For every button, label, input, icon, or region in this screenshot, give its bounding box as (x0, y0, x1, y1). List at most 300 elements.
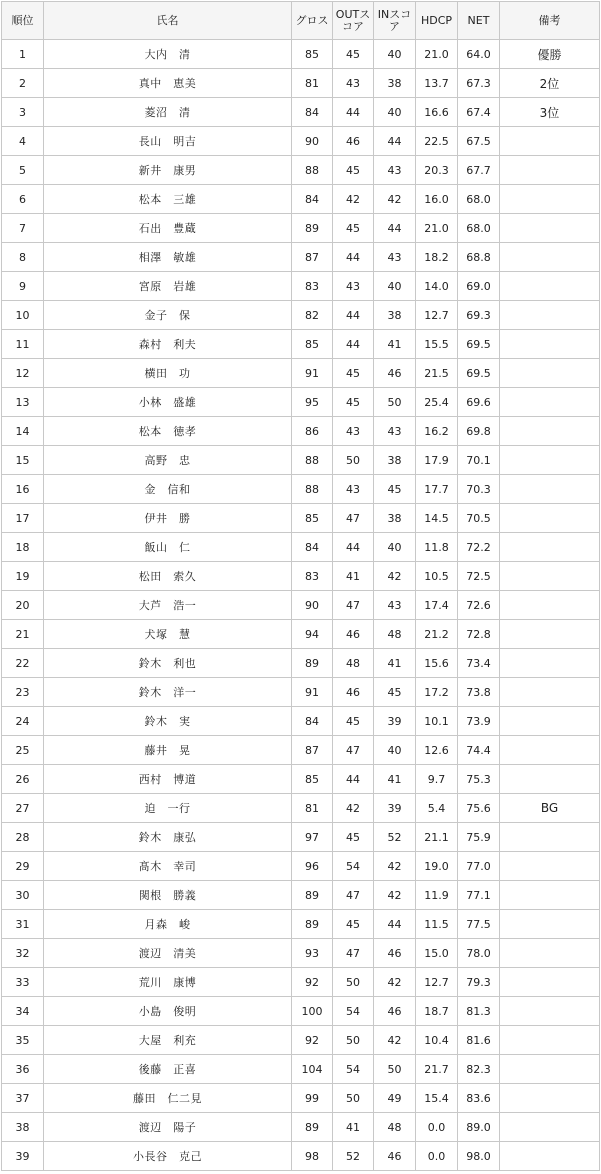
note-cell (500, 1084, 600, 1113)
name-cell: 鈴木 利也 (44, 649, 292, 678)
table-row (2, 533, 600, 562)
rank-cell: 38 (2, 1113, 44, 1142)
out-score-cell: 45 (333, 910, 374, 939)
rank-cell: 37 (2, 1084, 44, 1113)
net-cell: 64.0 (458, 40, 500, 69)
net-cell: 75.9 (458, 823, 500, 852)
net-cell: 72.2 (458, 533, 500, 562)
net-cell: 68.8 (458, 243, 500, 272)
gross-cell: 88 (292, 446, 333, 475)
name-cell: 真中 恵美 (44, 69, 292, 98)
name-cell: 小林 盛雄 (44, 388, 292, 417)
hdcp-cell: 15.0 (416, 939, 458, 968)
out-score-cell: 47 (333, 881, 374, 910)
table-row (2, 649, 600, 678)
hdcp-cell: 20.3 (416, 156, 458, 185)
table-row (2, 359, 600, 388)
rank-cell: 4 (2, 127, 44, 156)
net-cell: 69.6 (458, 388, 500, 417)
net-cell: 75.3 (458, 765, 500, 794)
net-cell: 79.3 (458, 968, 500, 997)
gross-cell: 99 (292, 1084, 333, 1113)
hdcp-cell: 16.0 (416, 185, 458, 214)
name-cell: 髙木 幸司 (44, 852, 292, 881)
out-score-cell: 42 (333, 794, 374, 823)
hdcp-cell: 10.5 (416, 562, 458, 591)
table-row (2, 417, 600, 446)
net-cell: 81.6 (458, 1026, 500, 1055)
net-cell: 73.4 (458, 649, 500, 678)
table-row (2, 852, 600, 881)
note-cell (500, 620, 600, 649)
name-cell: 高野 忠 (44, 446, 292, 475)
note-cell (500, 243, 600, 272)
hdcp-cell: 16.2 (416, 417, 458, 446)
rank-cell: 23 (2, 678, 44, 707)
note-cell (500, 272, 600, 301)
rank-cell: 35 (2, 1026, 44, 1055)
gross-cell: 87 (292, 736, 333, 765)
name-cell: 鈴木 洋一 (44, 678, 292, 707)
gross-cell: 84 (292, 98, 333, 127)
name-cell: 長山 明吉 (44, 127, 292, 156)
note-cell (500, 417, 600, 446)
hdcp-cell: 14.5 (416, 504, 458, 533)
net-cell: 70.5 (458, 504, 500, 533)
table-row (2, 301, 600, 330)
name-cell: 鈴木 康弘 (44, 823, 292, 852)
out-score-cell: 45 (333, 823, 374, 852)
note-cell (500, 765, 600, 794)
hdcp-cell: 21.1 (416, 823, 458, 852)
rank-cell: 39 (2, 1142, 44, 1171)
name-cell: 西村 博道 (44, 765, 292, 794)
table-row (2, 968, 600, 997)
out-score-cell: 45 (333, 388, 374, 417)
in-score-cell: 38 (374, 301, 416, 330)
out-score-cell: 44 (333, 243, 374, 272)
net-cell: 72.5 (458, 562, 500, 591)
gross-cell: 84 (292, 185, 333, 214)
net-cell: 67.4 (458, 98, 500, 127)
note-cell: 2位 (500, 69, 600, 98)
net-cell: 72.8 (458, 620, 500, 649)
in-score-cell: 52 (374, 823, 416, 852)
rank-cell: 20 (2, 591, 44, 620)
note-cell (500, 591, 600, 620)
header-hdcp: HDCP (416, 2, 458, 40)
rank-cell: 18 (2, 533, 44, 562)
table-row (2, 127, 600, 156)
in-score-cell: 38 (374, 69, 416, 98)
note-cell (500, 968, 600, 997)
in-score-cell: 40 (374, 40, 416, 69)
hdcp-cell: 25.4 (416, 388, 458, 417)
gross-cell: 88 (292, 156, 333, 185)
hdcp-cell: 11.5 (416, 910, 458, 939)
gross-cell: 91 (292, 678, 333, 707)
gross-cell: 85 (292, 504, 333, 533)
note-cell (500, 736, 600, 765)
gross-cell: 85 (292, 330, 333, 359)
note-cell (500, 707, 600, 736)
rank-cell: 33 (2, 968, 44, 997)
out-score-cell: 50 (333, 968, 374, 997)
table-row (2, 98, 600, 127)
hdcp-cell: 18.7 (416, 997, 458, 1026)
in-score-cell: 44 (374, 127, 416, 156)
table-row (2, 997, 600, 1026)
table-row (2, 1142, 600, 1171)
rank-cell: 8 (2, 243, 44, 272)
rank-cell: 28 (2, 823, 44, 852)
name-cell: 大芦 浩一 (44, 591, 292, 620)
name-cell: 渡辺 陽子 (44, 1113, 292, 1142)
name-cell: 松本 徳孝 (44, 417, 292, 446)
note-cell (500, 388, 600, 417)
gross-cell: 90 (292, 127, 333, 156)
in-score-cell: 42 (374, 185, 416, 214)
note-cell (500, 127, 600, 156)
rank-cell: 13 (2, 388, 44, 417)
table-row (2, 1055, 600, 1084)
note-cell (500, 1113, 600, 1142)
name-cell: 小長谷 克己 (44, 1142, 292, 1171)
net-cell: 82.3 (458, 1055, 500, 1084)
out-score-cell: 48 (333, 649, 374, 678)
in-score-cell: 41 (374, 649, 416, 678)
gross-cell: 89 (292, 214, 333, 243)
out-score-cell: 43 (333, 475, 374, 504)
table-row (2, 620, 600, 649)
table-row (2, 794, 600, 823)
rank-cell: 17 (2, 504, 44, 533)
in-score-cell: 38 (374, 446, 416, 475)
rank-cell: 30 (2, 881, 44, 910)
name-cell: 迫 一行 (44, 794, 292, 823)
in-score-cell: 41 (374, 330, 416, 359)
header-gross: グロス (292, 2, 333, 40)
header-note: 備考 (500, 2, 600, 40)
note-cell (500, 852, 600, 881)
name-cell: 大屋 利充 (44, 1026, 292, 1055)
net-cell: 69.8 (458, 417, 500, 446)
note-cell (500, 301, 600, 330)
in-score-cell: 46 (374, 997, 416, 1026)
table-row (2, 40, 600, 69)
out-score-cell: 52 (333, 1142, 374, 1171)
table-row (2, 214, 600, 243)
hdcp-cell: 0.0 (416, 1113, 458, 1142)
gross-cell: 92 (292, 968, 333, 997)
gross-cell: 89 (292, 881, 333, 910)
hdcp-cell: 21.7 (416, 1055, 458, 1084)
net-cell: 83.6 (458, 1084, 500, 1113)
in-score-cell: 39 (374, 794, 416, 823)
hdcp-cell: 15.4 (416, 1084, 458, 1113)
net-cell: 89.0 (458, 1113, 500, 1142)
gross-cell: 97 (292, 823, 333, 852)
name-cell: 石出 豊蔵 (44, 214, 292, 243)
out-score-cell: 43 (333, 69, 374, 98)
header-out-score: OUTスコア (333, 2, 374, 40)
name-cell: 森村 利夫 (44, 330, 292, 359)
table-row (2, 504, 600, 533)
note-cell: BG (500, 794, 600, 823)
in-score-cell: 43 (374, 243, 416, 272)
hdcp-cell: 12.7 (416, 968, 458, 997)
rank-cell: 6 (2, 185, 44, 214)
header-rank: 順位 (2, 2, 44, 40)
in-score-cell: 42 (374, 881, 416, 910)
hdcp-cell: 10.1 (416, 707, 458, 736)
out-score-cell: 41 (333, 1113, 374, 1142)
gross-cell: 100 (292, 997, 333, 1026)
table-body (2, 40, 600, 1171)
name-cell: 伊井 勝 (44, 504, 292, 533)
results-table (1, 1, 600, 1171)
note-cell (500, 504, 600, 533)
hdcp-cell: 11.8 (416, 533, 458, 562)
name-cell: 藤井 晃 (44, 736, 292, 765)
note-cell (500, 533, 600, 562)
gross-cell: 81 (292, 69, 333, 98)
table-header (2, 2, 600, 40)
hdcp-cell: 13.7 (416, 69, 458, 98)
net-cell: 67.3 (458, 69, 500, 98)
gross-cell: 84 (292, 707, 333, 736)
gross-cell: 82 (292, 301, 333, 330)
name-cell: 月森 峻 (44, 910, 292, 939)
header-name: 氏名 (44, 2, 292, 40)
name-cell: 渡辺 清美 (44, 939, 292, 968)
in-score-cell: 46 (374, 1142, 416, 1171)
note-cell (500, 1055, 600, 1084)
out-score-cell: 43 (333, 272, 374, 301)
name-cell: 藤田 仁二見 (44, 1084, 292, 1113)
name-cell: 荒川 康博 (44, 968, 292, 997)
hdcp-cell: 11.9 (416, 881, 458, 910)
table-row (2, 243, 600, 272)
out-score-cell: 45 (333, 214, 374, 243)
header-row (2, 2, 600, 40)
net-cell: 68.0 (458, 185, 500, 214)
net-cell: 69.0 (458, 272, 500, 301)
name-cell: 松田 索久 (44, 562, 292, 591)
out-score-cell: 44 (333, 533, 374, 562)
hdcp-cell: 5.4 (416, 794, 458, 823)
out-score-cell: 44 (333, 301, 374, 330)
gross-cell: 92 (292, 1026, 333, 1055)
hdcp-cell: 17.2 (416, 678, 458, 707)
net-cell: 69.5 (458, 330, 500, 359)
rank-cell: 1 (2, 40, 44, 69)
name-cell: 新井 康男 (44, 156, 292, 185)
hdcp-cell: 10.4 (416, 1026, 458, 1055)
rank-cell: 29 (2, 852, 44, 881)
hdcp-cell: 17.9 (416, 446, 458, 475)
table-row (2, 388, 600, 417)
hdcp-cell: 12.7 (416, 301, 458, 330)
name-cell: 小島 俊明 (44, 997, 292, 1026)
net-cell: 67.5 (458, 127, 500, 156)
out-score-cell: 41 (333, 562, 374, 591)
name-cell: 松本 三雄 (44, 185, 292, 214)
in-score-cell: 42 (374, 1026, 416, 1055)
net-cell: 70.3 (458, 475, 500, 504)
note-cell (500, 446, 600, 475)
in-score-cell: 41 (374, 765, 416, 794)
name-cell: 鈴木 実 (44, 707, 292, 736)
rank-cell: 7 (2, 214, 44, 243)
in-score-cell: 45 (374, 475, 416, 504)
in-score-cell: 44 (374, 214, 416, 243)
hdcp-cell: 21.0 (416, 214, 458, 243)
out-score-cell: 47 (333, 736, 374, 765)
rank-cell: 32 (2, 939, 44, 968)
out-score-cell: 47 (333, 504, 374, 533)
out-score-cell: 44 (333, 98, 374, 127)
in-score-cell: 48 (374, 1113, 416, 1142)
hdcp-cell: 9.7 (416, 765, 458, 794)
in-score-cell: 40 (374, 533, 416, 562)
gross-cell: 89 (292, 1113, 333, 1142)
in-score-cell: 44 (374, 910, 416, 939)
note-cell (500, 939, 600, 968)
hdcp-cell: 14.0 (416, 272, 458, 301)
out-score-cell: 45 (333, 40, 374, 69)
table-row (2, 1026, 600, 1055)
hdcp-cell: 12.6 (416, 736, 458, 765)
table-row (2, 881, 600, 910)
in-score-cell: 38 (374, 504, 416, 533)
net-cell: 69.3 (458, 301, 500, 330)
name-cell: 大内 清 (44, 40, 292, 69)
out-score-cell: 44 (333, 330, 374, 359)
rank-cell: 15 (2, 446, 44, 475)
out-score-cell: 44 (333, 765, 374, 794)
gross-cell: 90 (292, 591, 333, 620)
note-cell (500, 1026, 600, 1055)
in-score-cell: 49 (374, 1084, 416, 1113)
table-row (2, 1084, 600, 1113)
out-score-cell: 54 (333, 852, 374, 881)
table-row (2, 591, 600, 620)
note-cell (500, 330, 600, 359)
rank-cell: 27 (2, 794, 44, 823)
hdcp-cell: 19.0 (416, 852, 458, 881)
in-score-cell: 39 (374, 707, 416, 736)
header-in-score: INスコア (374, 2, 416, 40)
note-cell (500, 359, 600, 388)
note-cell (500, 1142, 600, 1171)
gross-cell: 84 (292, 533, 333, 562)
table-row (2, 446, 600, 475)
in-score-cell: 40 (374, 272, 416, 301)
note-cell (500, 678, 600, 707)
note-cell (500, 910, 600, 939)
out-score-cell: 47 (333, 939, 374, 968)
name-cell: 宮原 岩雄 (44, 272, 292, 301)
name-cell: 関根 勝義 (44, 881, 292, 910)
in-score-cell: 40 (374, 736, 416, 765)
table-row (2, 1113, 600, 1142)
rank-cell: 16 (2, 475, 44, 504)
in-score-cell: 50 (374, 388, 416, 417)
table-row (2, 823, 600, 852)
rank-cell: 34 (2, 997, 44, 1026)
net-cell: 73.9 (458, 707, 500, 736)
rank-cell: 2 (2, 69, 44, 98)
in-score-cell: 46 (374, 939, 416, 968)
rank-cell: 5 (2, 156, 44, 185)
in-score-cell: 42 (374, 968, 416, 997)
name-cell: 後藤 正喜 (44, 1055, 292, 1084)
gross-cell: 104 (292, 1055, 333, 1084)
out-score-cell: 46 (333, 127, 374, 156)
table-row (2, 765, 600, 794)
rank-cell: 36 (2, 1055, 44, 1084)
note-cell (500, 649, 600, 678)
net-cell: 70.1 (458, 446, 500, 475)
net-cell: 81.3 (458, 997, 500, 1026)
gross-cell: 89 (292, 910, 333, 939)
rank-cell: 31 (2, 910, 44, 939)
hdcp-cell: 17.4 (416, 591, 458, 620)
table-row (2, 475, 600, 504)
note-cell (500, 156, 600, 185)
hdcp-cell: 18.2 (416, 243, 458, 272)
net-cell: 77.1 (458, 881, 500, 910)
net-cell: 69.5 (458, 359, 500, 388)
gross-cell: 88 (292, 475, 333, 504)
name-cell: 飯山 仁 (44, 533, 292, 562)
net-cell: 67.7 (458, 156, 500, 185)
note-cell (500, 475, 600, 504)
table-row (2, 185, 600, 214)
in-score-cell: 46 (374, 359, 416, 388)
note-cell: 3位 (500, 98, 600, 127)
net-cell: 73.8 (458, 678, 500, 707)
net-cell: 74.4 (458, 736, 500, 765)
note-cell (500, 185, 600, 214)
rank-cell: 9 (2, 272, 44, 301)
table-row (2, 707, 600, 736)
table-row (2, 736, 600, 765)
net-cell: 77.0 (458, 852, 500, 881)
header-net: NET (458, 2, 500, 40)
name-cell: 金子 保 (44, 301, 292, 330)
table-row (2, 156, 600, 185)
hdcp-cell: 22.5 (416, 127, 458, 156)
hdcp-cell: 17.7 (416, 475, 458, 504)
rank-cell: 21 (2, 620, 44, 649)
hdcp-cell: 15.5 (416, 330, 458, 359)
out-score-cell: 45 (333, 359, 374, 388)
table-row (2, 910, 600, 939)
out-score-cell: 45 (333, 707, 374, 736)
rank-cell: 24 (2, 707, 44, 736)
name-cell: 菱沼 清 (44, 98, 292, 127)
out-score-cell: 47 (333, 591, 374, 620)
table-row (2, 939, 600, 968)
in-score-cell: 42 (374, 562, 416, 591)
note-cell (500, 562, 600, 591)
hdcp-cell: 21.5 (416, 359, 458, 388)
table-row (2, 272, 600, 301)
out-score-cell: 43 (333, 417, 374, 446)
gross-cell: 86 (292, 417, 333, 446)
